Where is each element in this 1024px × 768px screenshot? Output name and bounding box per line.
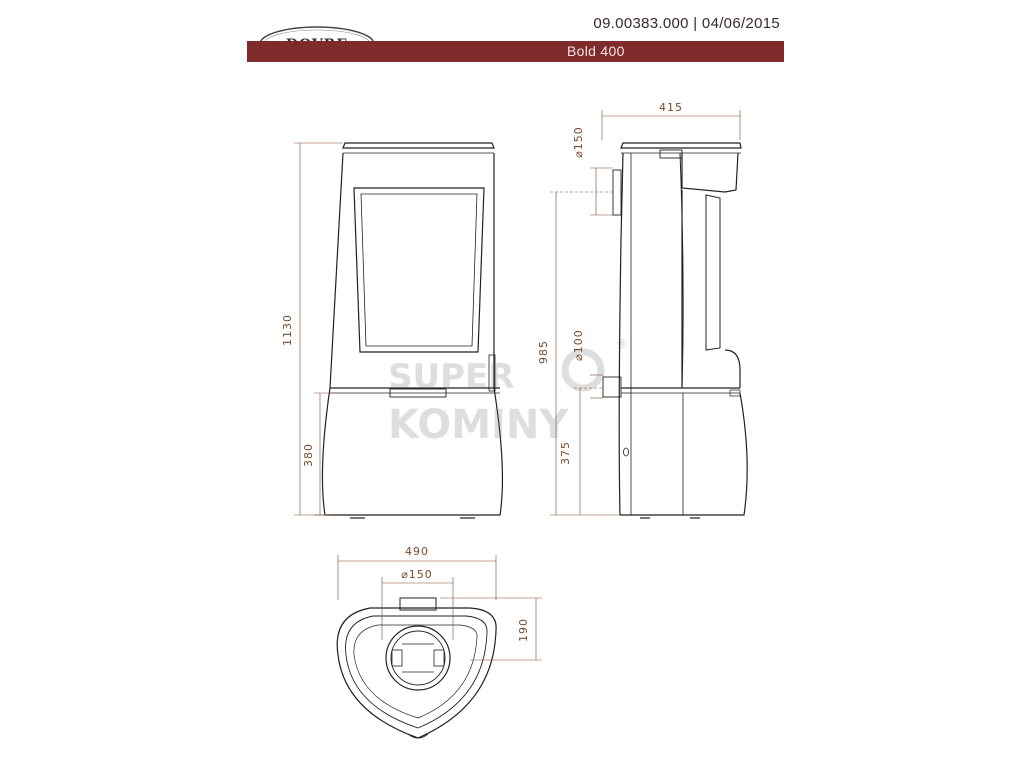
watermark-ring-icon	[565, 352, 601, 388]
dim-front-base-height: 380	[302, 443, 315, 467]
dim-side-rear-inlet-diameter: ⌀100	[572, 329, 585, 361]
dim-side-base-height: 375	[559, 441, 572, 465]
dim-top-flue-diameter: ⌀150	[401, 568, 433, 581]
top-view	[337, 598, 496, 738]
dim-top-width: 490	[405, 545, 429, 558]
document-date: 04/06/2015	[701, 15, 780, 32]
model-name: Bold 400	[567, 43, 625, 59]
side-dimensions	[550, 110, 740, 515]
watermark-line2: KOMINY	[388, 402, 569, 448]
side-view	[603, 143, 747, 518]
watermark-line1: SUPER	[388, 357, 515, 397]
watermark-registered-mark: ®	[616, 337, 628, 351]
dim-side-flue-diameter: ⌀150	[572, 126, 585, 158]
dim-front-height-total: 1130	[281, 314, 294, 346]
document-number: 09.00383.000	[593, 15, 689, 32]
separator: |	[693, 15, 698, 32]
front-view	[322, 143, 502, 518]
dim-top-depth-offset: 190	[517, 618, 530, 642]
dim-side-width: 415	[659, 101, 683, 114]
dim-side-flue-height: 985	[537, 340, 550, 364]
